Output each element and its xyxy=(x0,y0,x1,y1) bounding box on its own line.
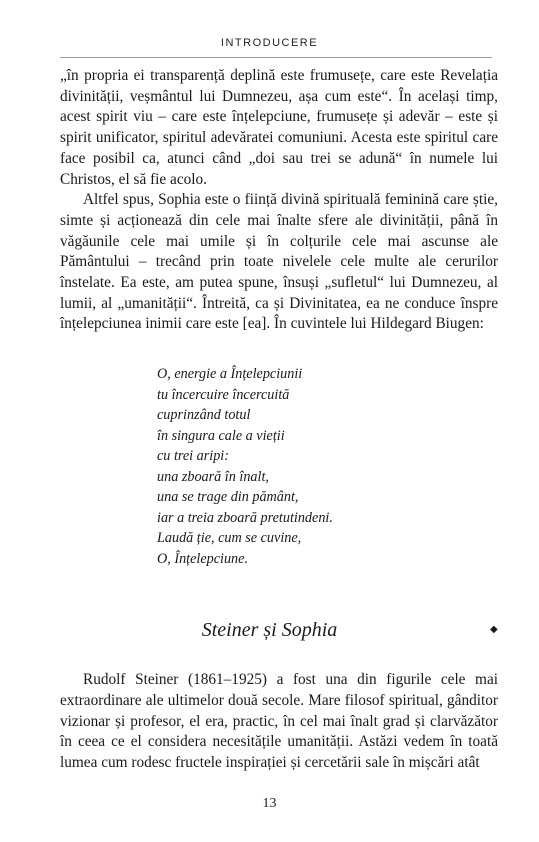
poem-line: O, energie a Înțelepciunii xyxy=(157,366,303,382)
page-number: 13 xyxy=(262,796,277,811)
section-paragraph: Rudolf Steiner (1861–1925) a fost una din figurile cele mai extraordinare ale ultimelor două secole. Mare filosof spiritual, gânditor vizionar și profesor, el era, practic, în cel mai înalt grad și clarvăzător în ceea ce el considera necesitățile umanității. Astăzi vedem în toată lumea cum rodesc fructele inspirației și cercetării sale în mișcări atât xyxy=(60,671,498,772)
poem-line: una zboară în înalt, xyxy=(157,468,269,485)
poem-line: cu trei aripi: xyxy=(157,448,229,464)
paragraph-1: „în propria ei transparență deplină este frumusețe, care este Revelația divinității, veșmântul lui Dumnezeu, așa cum este“. În același timp, acest spirit viu – care este înțelepciune, frumusețe și adevăr – este și spirit unificator, spiritul adevăratei comuniuni. Acesta este spiritul care face posibil ca, atunci când „doi sau trei se adună“ în numele lui Christos, el să fie acolo. xyxy=(60,67,498,188)
poem xyxy=(157,364,457,569)
poem-line: Laudă ție, cum se cuvine, xyxy=(157,530,302,546)
poem-line: O, Înțelepciune. xyxy=(157,550,248,567)
header-rule xyxy=(60,57,492,58)
paragraph-2: Altfel spus, Sophia este o ființă divină spirituală feminină care știe, simte și acționează din cele mai înalte sfere ale divinității, până în văgăunile cele mai umile și în colțurile cele mai ascunse ale Pământului – trecând prin toate nivelele cele multe ale cerurilor înstelate. Ea este, am putea spune, însuși „sufletul“ lui Dumnezeu, al lumii, al „umanității“. Întreită, ca și Divinitatea, ea ne conduce înspre înțelepciunea inimii care este [ea]. În cuvintele lui Hildegard Biugen: xyxy=(60,191,498,333)
section-title: Steiner și Sophia xyxy=(201,619,338,641)
poem-line: iar a treia zboară pretutindeni. xyxy=(157,509,333,526)
poem-line: cuprinzând totul xyxy=(157,407,251,423)
poem-line: tu încercuire încercuită xyxy=(157,386,290,403)
running-header: INTRODUCERE xyxy=(220,37,319,49)
poem-line: în singura cale a vieții xyxy=(157,427,285,444)
body-text xyxy=(60,66,498,335)
poem-line: una se trage din pământ, xyxy=(157,489,299,505)
diamond-ornament-icon: ◆ xyxy=(490,624,498,635)
